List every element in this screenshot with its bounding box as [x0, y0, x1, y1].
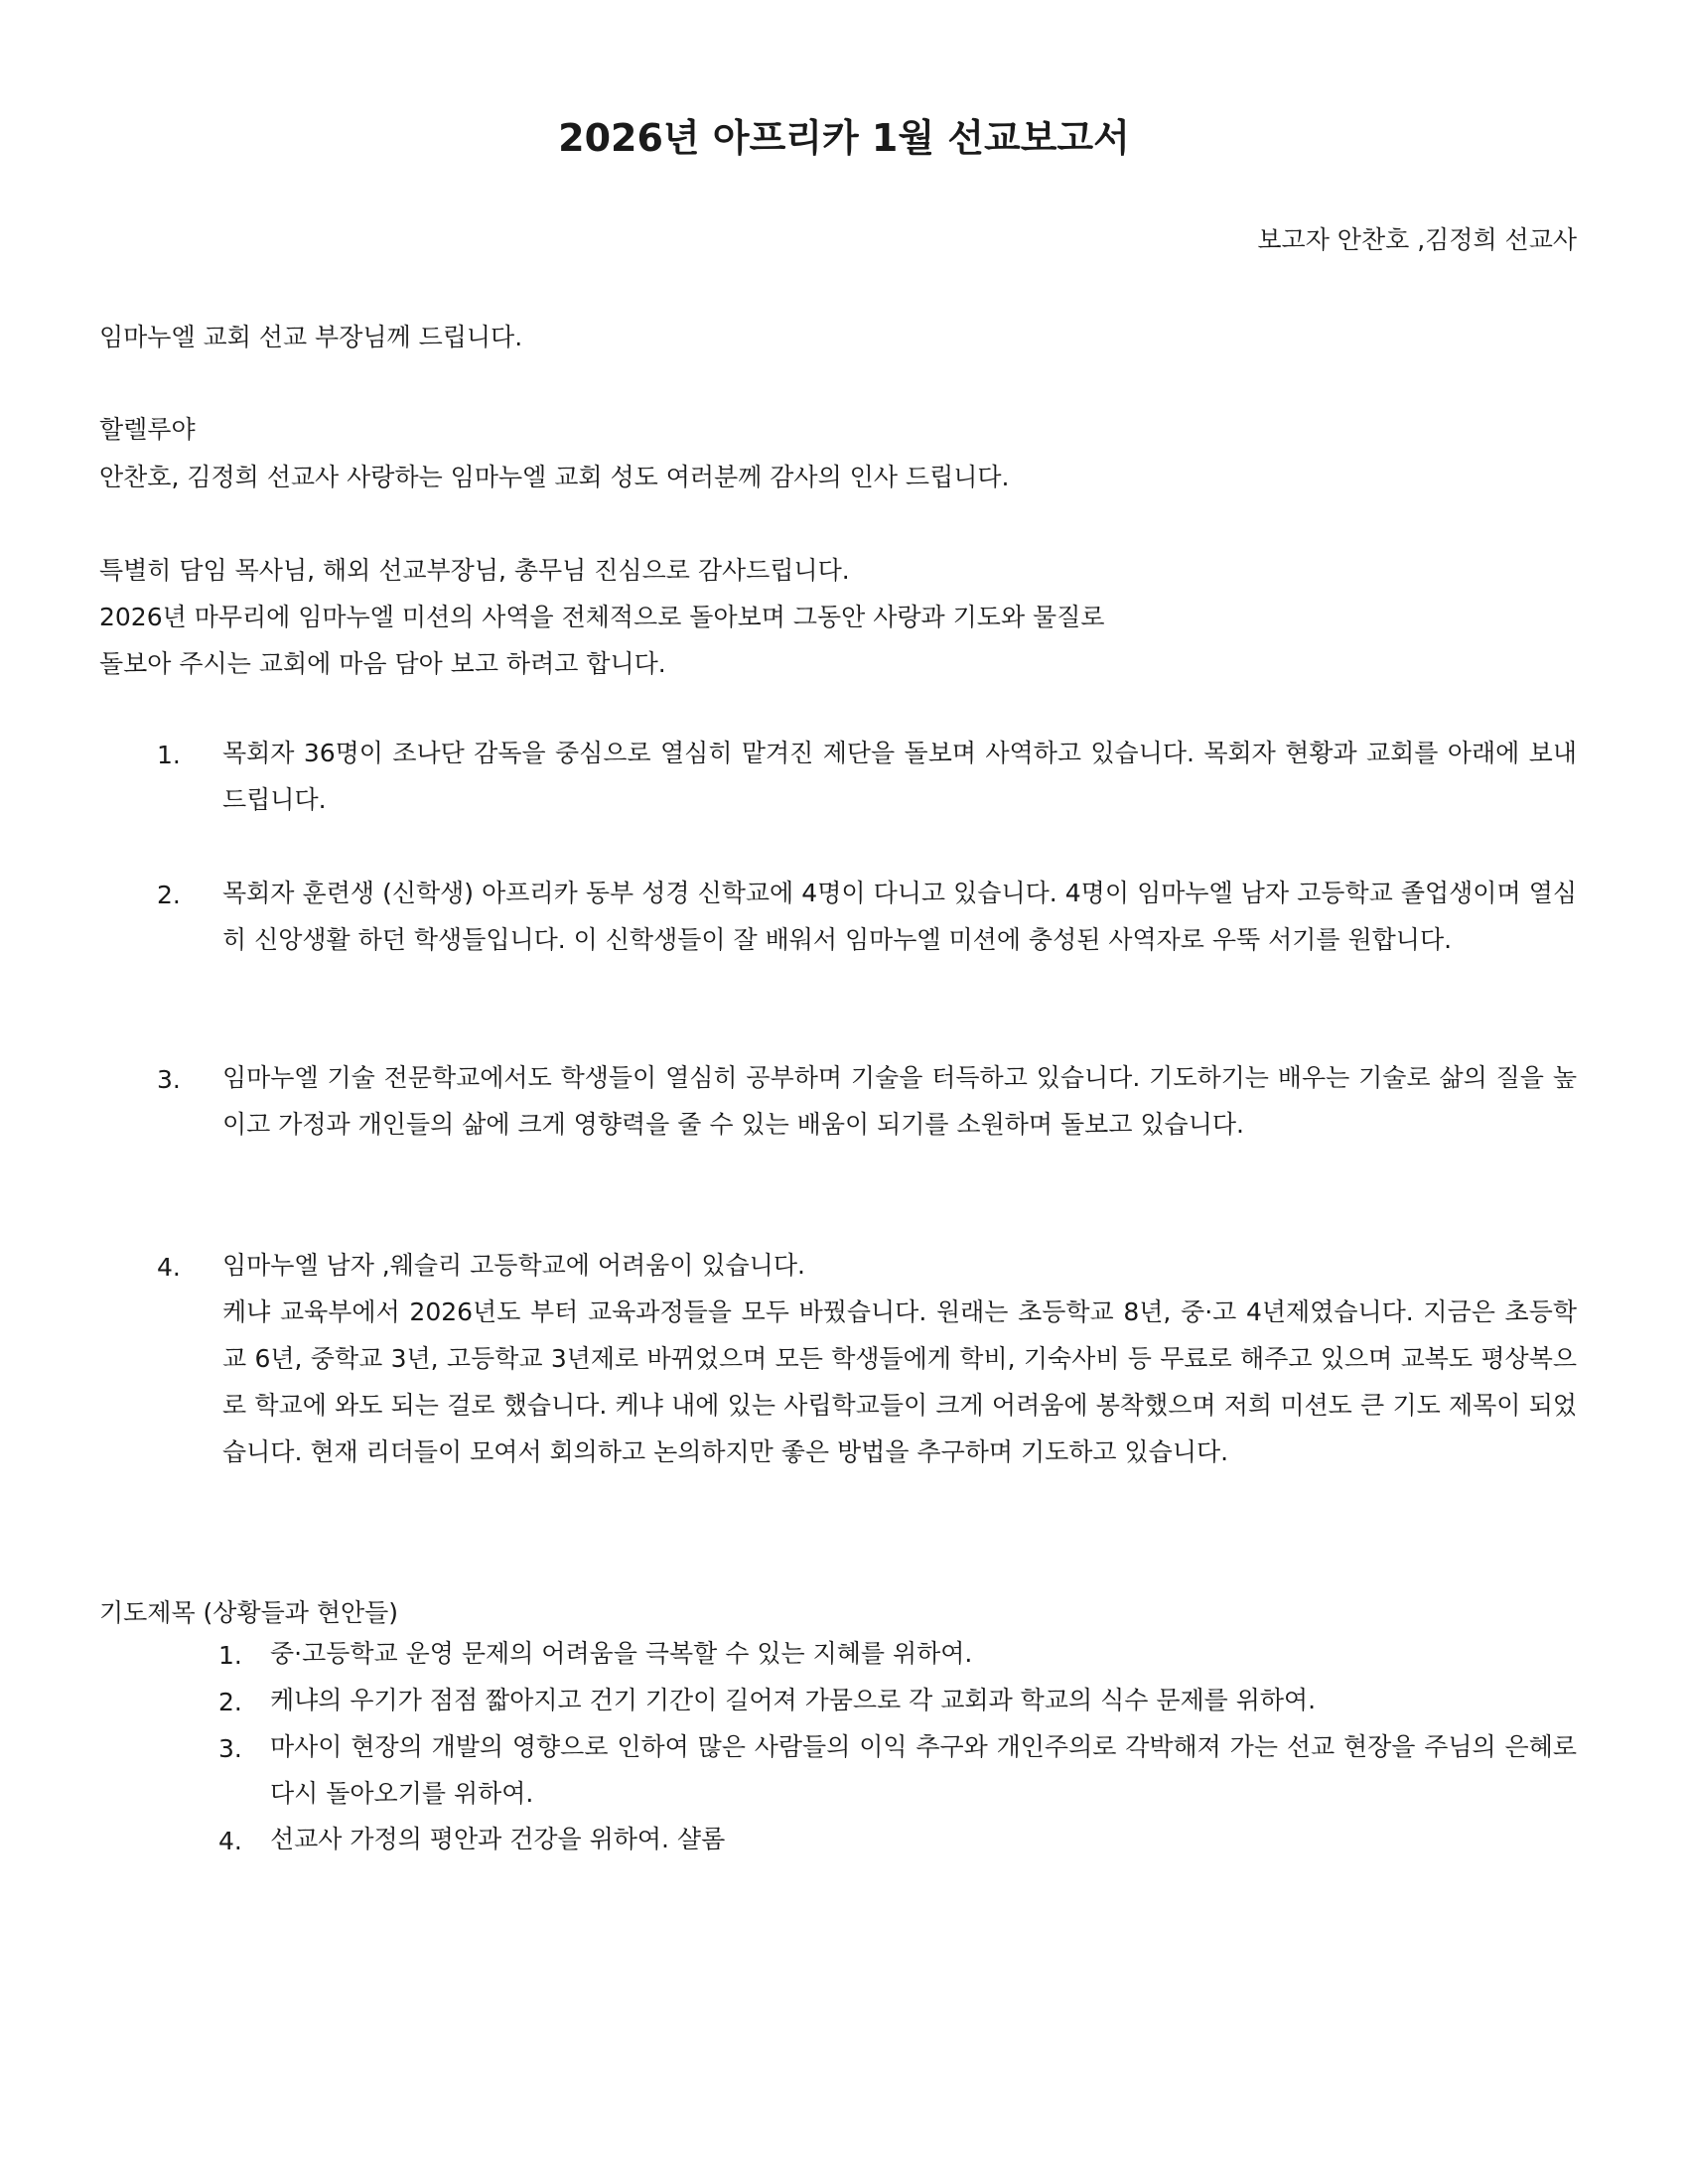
- prayer-item: [218, 1827, 1577, 1862]
- report-item-number: 1.: [157, 741, 181, 769]
- intro-line: 특별히 담임 목사님, 해외 선교부장님, 총무님 진심으로 감사드립니다.: [99, 556, 850, 585]
- prayer-item-number: 2.: [218, 1688, 242, 1716]
- prayer-item-text: 케냐의 우기가 점점 짧아지고 건기 기간이 길어져 가뭄으로 각 교회과 학교의 식수 문제를 위하여.: [270, 1686, 1317, 1714]
- report-item-text: 목회자 36명이 조나단 감독을 중심으로 열심히 맡겨진 제단을 돌보며 사역하고 있습니다. 목회자 현황과 교회를 아래에 보내 드립니다.: [222, 739, 1577, 814]
- report-item: [157, 1253, 1577, 1475]
- report-item-number: 4.: [157, 1253, 181, 1282]
- document-title: 2026년 아프리카 1월 선교보고서: [558, 116, 1130, 160]
- greeting: 할렐루야: [99, 415, 196, 444]
- prayer-item: [218, 1734, 1577, 1817]
- prayer-heading: 기도제목 (상황들과 현안들): [99, 1598, 399, 1627]
- prayer-item-text: 중·고등학교 운영 문제의 어려움을 극복할 수 있는 지혜를 위하여.: [270, 1639, 973, 1668]
- prayer-item-number: 1.: [218, 1641, 242, 1670]
- report-item-text: 케냐 교육부에서 2026년도 부터 교육과정들을 모두 바꿨습니다. 원래는 초등학교 8년, 중·고 4년제였습니다. 지금은 초등학교 6년, 중학교 3년, 고등학교 3년제로 바뀌었으며 모든 학생들에게 학비, 기숙사비 등 무료로 해주고 있으며 교복도 평상복으로 학교에 와도 되는 걸로 했습니다. 케냐 내에 있는 사립학교들이 크게 어려움에 봉착했으며 저희 미션도 큰 기도 제목이 되었습니다. 현재 리더들이 모여서 회의하고 논의하지만 좋은 방법을 추구하며 기도하고 있습니다.: [222, 1297, 1577, 1466]
- prayer-item-text: 마사이 현장의 개발의 영향으로 인하여 많은 사람들의 이익 추구와 개인주의로 각박해져 가는 선교 현장을 주님의 은혜로 다시 돌아오기를 위하여.: [270, 1732, 1577, 1808]
- intro-line: 돌보아 주시는 교회에 마음 담아 보고 하려고 합니다.: [99, 649, 666, 678]
- report-item: [157, 881, 1577, 963]
- greeting-line: 안찬호, 김정희 선교사 사랑하는 임마누엘 교회 성도 여러분께 감사의 인사 드립니다.: [99, 463, 1010, 491]
- report-item-first-line: 임마누엘 남자 ,웨슬리 고등학교에 어려움이 있습니다.: [222, 1251, 805, 1280]
- report-item-number: 3.: [157, 1065, 181, 1094]
- prayer-item-number: 4.: [218, 1827, 242, 1855]
- prayer-item-text: 선교사 가정의 평안과 건강을 위하여. 샬롬: [270, 1825, 726, 1853]
- report-item-number: 2.: [157, 881, 181, 909]
- salutation: 임마누엘 교회 선교 부장님께 드립니다.: [99, 323, 523, 351]
- report-item: [157, 1065, 1577, 1148]
- intro-line: 2026년 마무리에 임마누엘 미션의 사역을 전체적으로 돌아보며 그동안 사랑과 기도와 물질로: [99, 603, 1105, 631]
- prayer-item: [218, 1688, 1577, 1723]
- prayer-item: [218, 1641, 1577, 1677]
- report-item-text: 임마누엘 기술 전문학교에서도 학생들이 열심히 공부하며 기술을 터득하고 있습니다. 기도하기는 배우는 기술로 삶의 질을 높이고 가정과 개인들의 삶에 크게 영향력을 줄 수 있는 배움이 되기를 소원하며 돌보고 있습니다.: [222, 1063, 1577, 1139]
- prayer-item-number: 3.: [218, 1734, 242, 1763]
- report-item-text: 목회자 훈련생 (신학생) 아프리카 동부 성경 신학교에 4명이 다니고 있습니다. 4명이 임마누엘 남자 고등학교 졸업생이며 열심히 신앙생활 하던 학생들입니다. 이 신학생들이 잘 배워서 임마누엘 미션에 충성된 사역자로 우뚝 서기를 원합니다.: [222, 879, 1577, 954]
- report-item: [157, 741, 1577, 823]
- reporter-line: 보고자 안찬호 ,김정희 선교사: [1257, 225, 1577, 254]
